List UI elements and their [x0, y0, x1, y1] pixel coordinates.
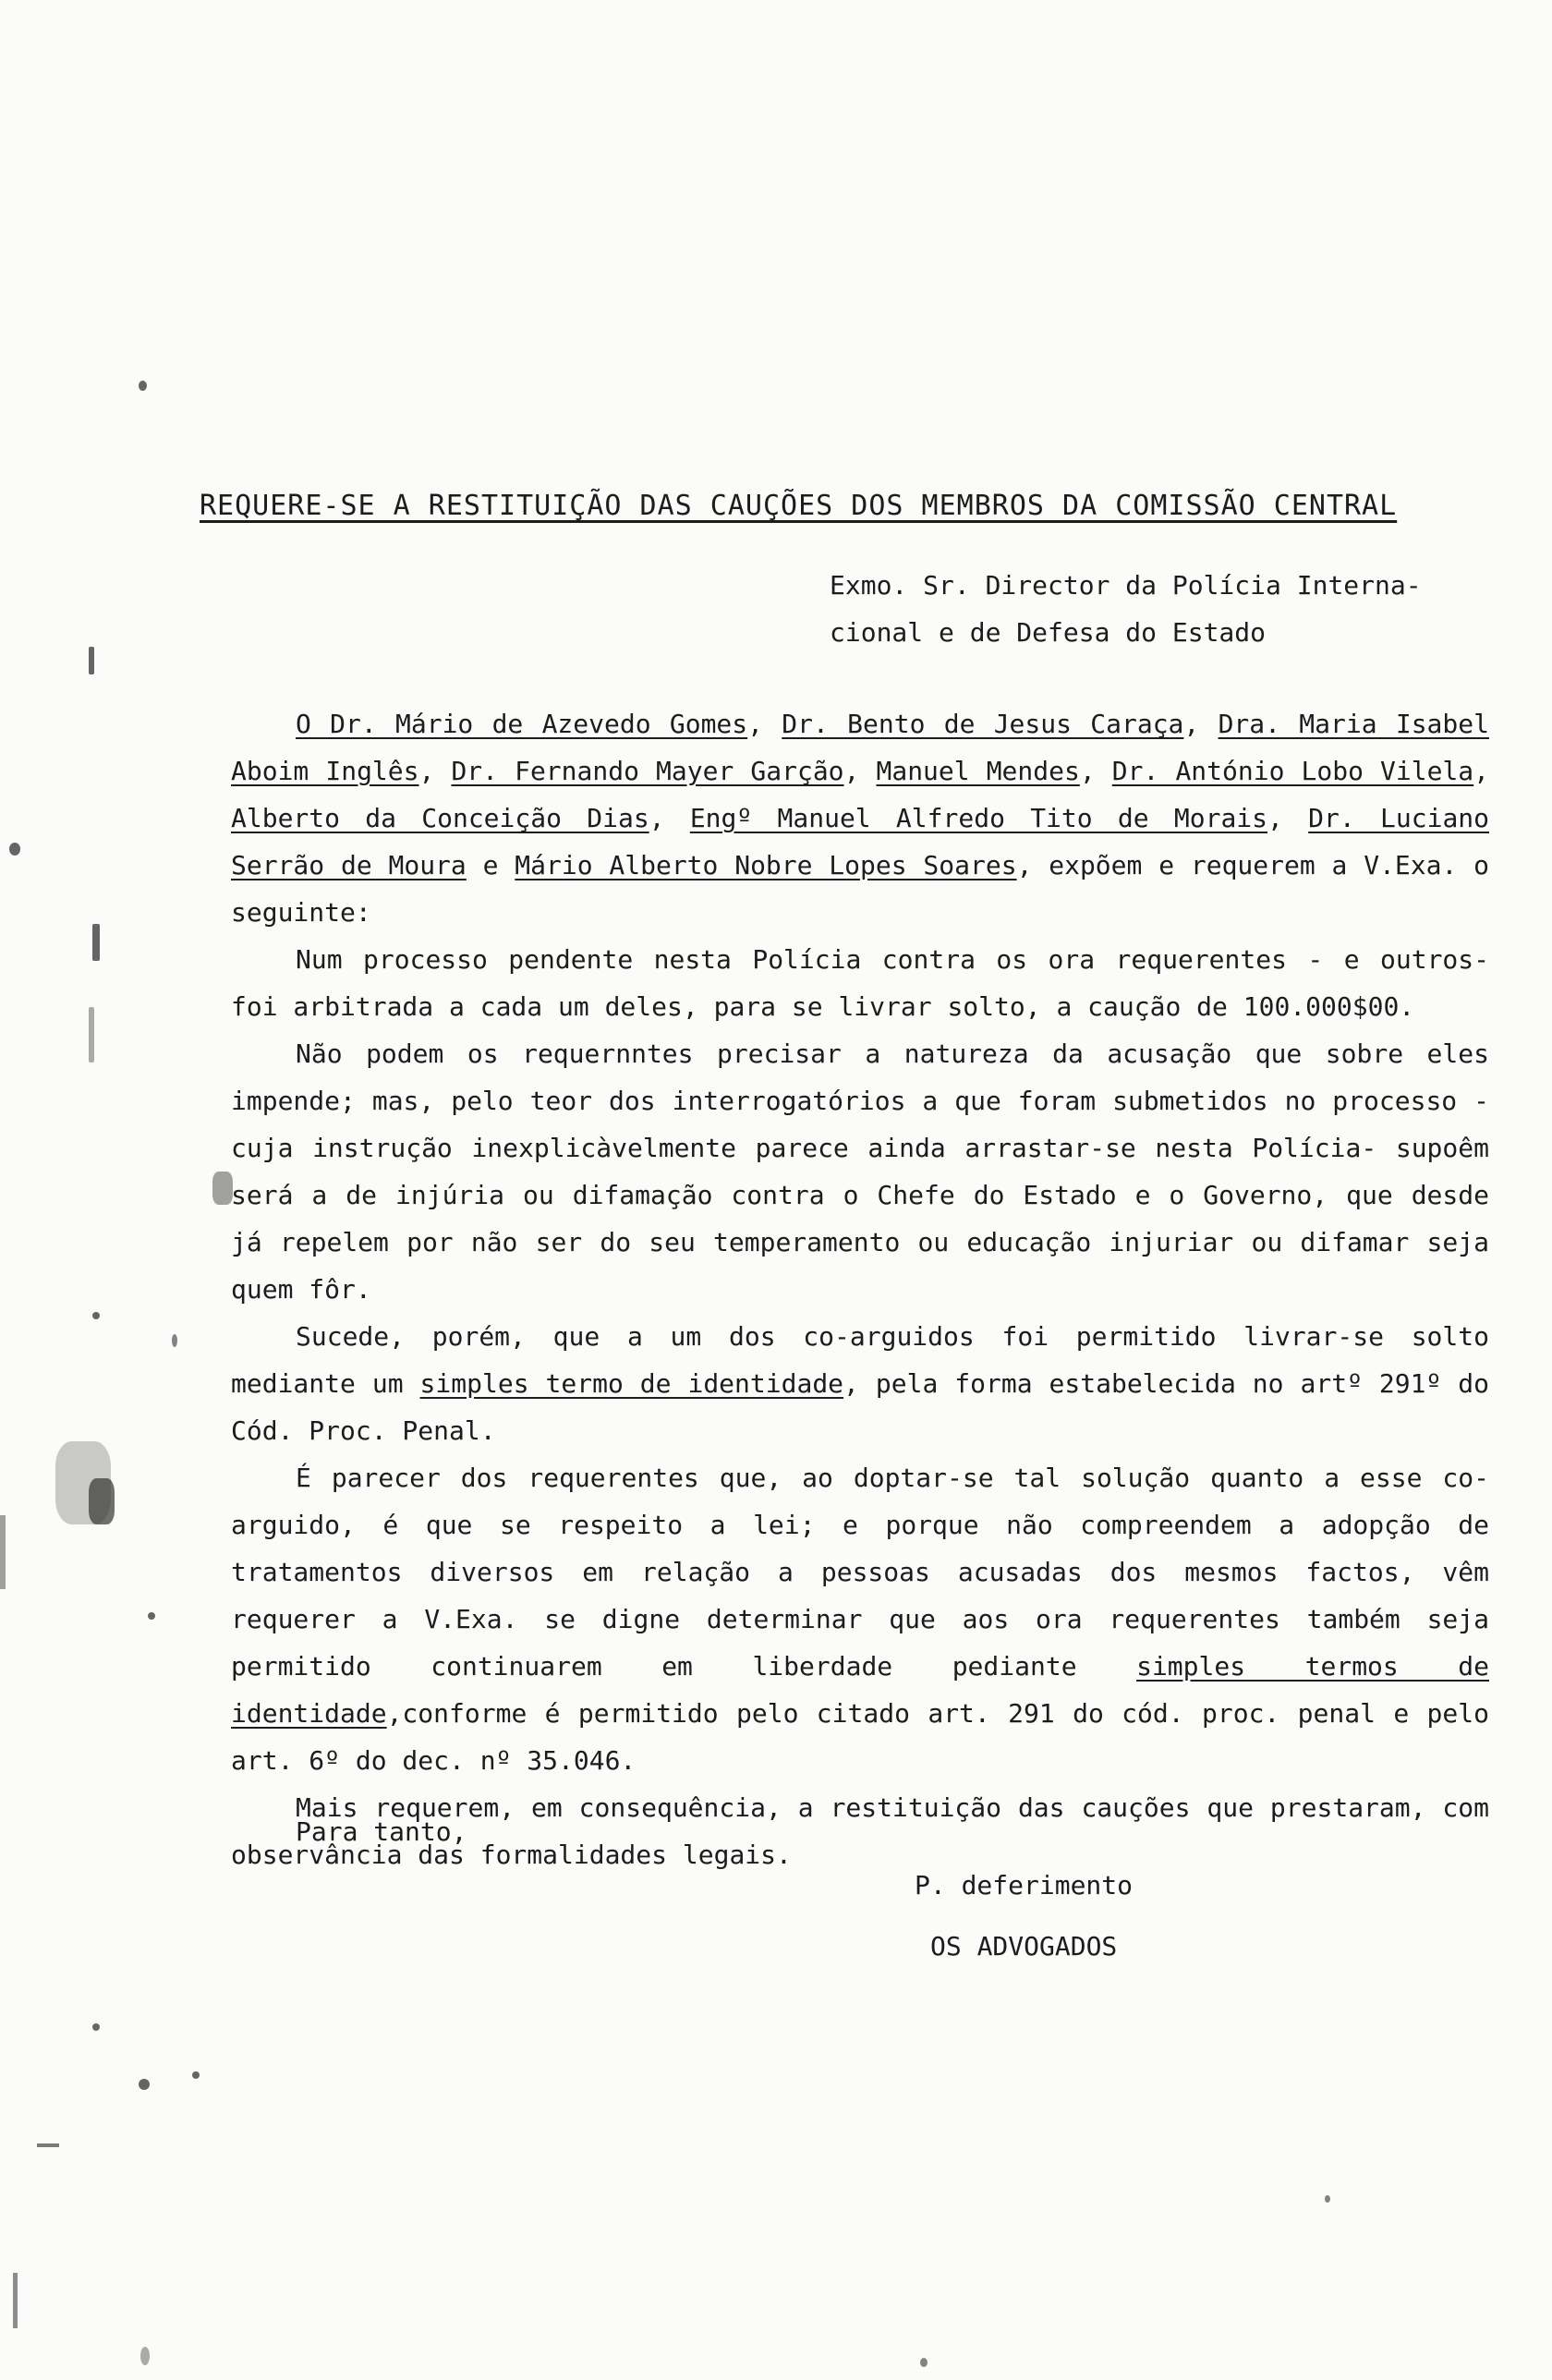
scan-speck	[212, 1172, 233, 1205]
scan-edge-mark	[0, 1515, 6, 1589]
petitioner-name: Engº Manuel Alfredo Tito de Morais	[689, 803, 1268, 833]
closing-phrase: Para tanto,	[296, 1816, 467, 1847]
petition-paragraph-5	[231, 1454, 1489, 1784]
signature-request-line: P. deferimento	[915, 1870, 1134, 1900]
scan-speck	[9, 843, 20, 856]
addressee-block	[830, 562, 1476, 656]
petitioner-name: Dr. Fernando Mayer Garção	[451, 756, 844, 786]
scan-speck	[148, 1612, 155, 1620]
petition-body	[231, 700, 1489, 1878]
signature-advogados: OS ADVOGADOS	[930, 1931, 1118, 1961]
addressee-line-2: cional e de Defesa do Estado	[830, 617, 1267, 648]
scan-speck	[139, 2079, 150, 2090]
petition-paragraph-3: Não podem os requernntes precisar a natureza da acusação que sobre eles impende; mas, pelo teor dos interrogatórios a que foram submetidos no processo -cuja instrução inexplicàvelmente parece ainda arrastar-se nesta Polícia- supoêm será a de injúria ou difamação contra o Chefe do Estado e o Governo, que desde já repelem por não ser do seu temperamento ou educação injuriar ou difamar seja quem fôr.	[231, 1038, 1489, 1305]
scan-speck	[92, 924, 100, 961]
petition-paragraph-6: Mais requerem, em consequência, a restituição das cauções que prestaram, com observância das formalidades legais.	[231, 1792, 1489, 1870]
paragraph-5-text: É parecer dos requerentes que, ao doptar-se tal solução quanto a esse co-arguido, é que se respeito a lei; e porque não compreendem a adopção de tratamentos diversos em relação a pessoas acusadas dos mesmos factos, vêm requerer a V.Exa. se digne determinar que aos ora requerentes também seja permitido continuarem em liberdade pediante	[231, 1463, 1489, 1682]
scan-speck	[172, 1334, 177, 1347]
petition-paragraph-2: Num processo pendente nesta Polícia contra os ora requerentes - e outros- foi arbitrada a cada um deles, para se livrar solto, a caução de 100.000$00.	[231, 944, 1489, 1022]
paragraph-5-text-end: ,conforme é permitido pelo citado art. 291 do cód. proc. penal e pelo art. 6º do dec. nº 35.046.	[231, 1698, 1489, 1776]
petitioner-name: Alberto da Conceição Dias	[231, 803, 649, 833]
petitioner-name: Dra. Maria Isabel Aboim Inglês	[231, 709, 1489, 786]
petition-paragraph-1: O Dr. Mário de Azevedo Gomes, Dr. Bento de Jesus Caraça, Dra. Maria Isabel Aboim Inglês, Dr. Fernando Mayer Garção, Manuel Mendes, Dr. António Lobo Vilela, Alberto da Conceição Dias, Engº Manuel Alfredo Tito de Morais, Dr. Luciano Serrão de Moura e Mário Alberto Nobre Lopes Soares, expõem e requerem a V.Exa. o seguinte:	[231, 709, 1490, 928]
scan-speck	[920, 2358, 928, 2367]
scan-speck	[89, 1007, 94, 1062]
scan-speck	[192, 2071, 200, 2079]
petitioner-name: Dr. António Lobo Vilela	[1111, 756, 1474, 786]
petitioner-name: Dr. Luciano Serrão de Moura	[231, 803, 1490, 880]
addressee-line-1: Exmo. Sr. Director da Polícia Interna-	[830, 570, 1422, 601]
underlined-phrase: simples termo de identidade	[419, 1368, 844, 1399]
petitioner-name: Manuel Mendes	[876, 756, 1080, 786]
scan-speck	[92, 1312, 100, 1319]
paragraph-1-ending: , expõem e requerem a V.Exa. o seguinte:	[231, 850, 1490, 928]
scan-speck	[139, 381, 147, 391]
underlined-phrase: simples termos de identidade	[231, 1651, 1490, 1729]
name-connector: e	[482, 850, 499, 880]
scan-edge-mark	[13, 2273, 18, 2328]
scan-speck	[89, 647, 94, 674]
petitioner-name: Dr. Bento de Jesus Caraça	[782, 709, 1184, 739]
paragraph-4-text-end: , pela forma estabelecida no artº 291º do Cód. Proc. Penal.	[231, 1368, 1490, 1446]
scan-speck	[1325, 2195, 1330, 2203]
paragraph-4-text: Sucede, porém, que a um dos co-arguidos foi permitido livrar-se solto mediante um	[231, 1321, 1489, 1399]
petitioner-name: O Dr. Mário de Azevedo Gomes	[296, 709, 748, 739]
scan-speck	[89, 1478, 115, 1524]
scan-edge-mark	[37, 2143, 59, 2147]
petition-paragraph-4	[231, 1313, 1489, 1454]
petitioner-name: Mário Alberto Nobre Lopes Soares	[515, 850, 1017, 880]
scan-speck	[140, 2347, 150, 2365]
document-title: REQUERE-SE A RESTITUIÇÃO DAS CAUÇÕES DOS MEMBROS DA COMISSÃO CENTRAL	[200, 490, 1398, 522]
scan-speck	[92, 2023, 100, 2031]
